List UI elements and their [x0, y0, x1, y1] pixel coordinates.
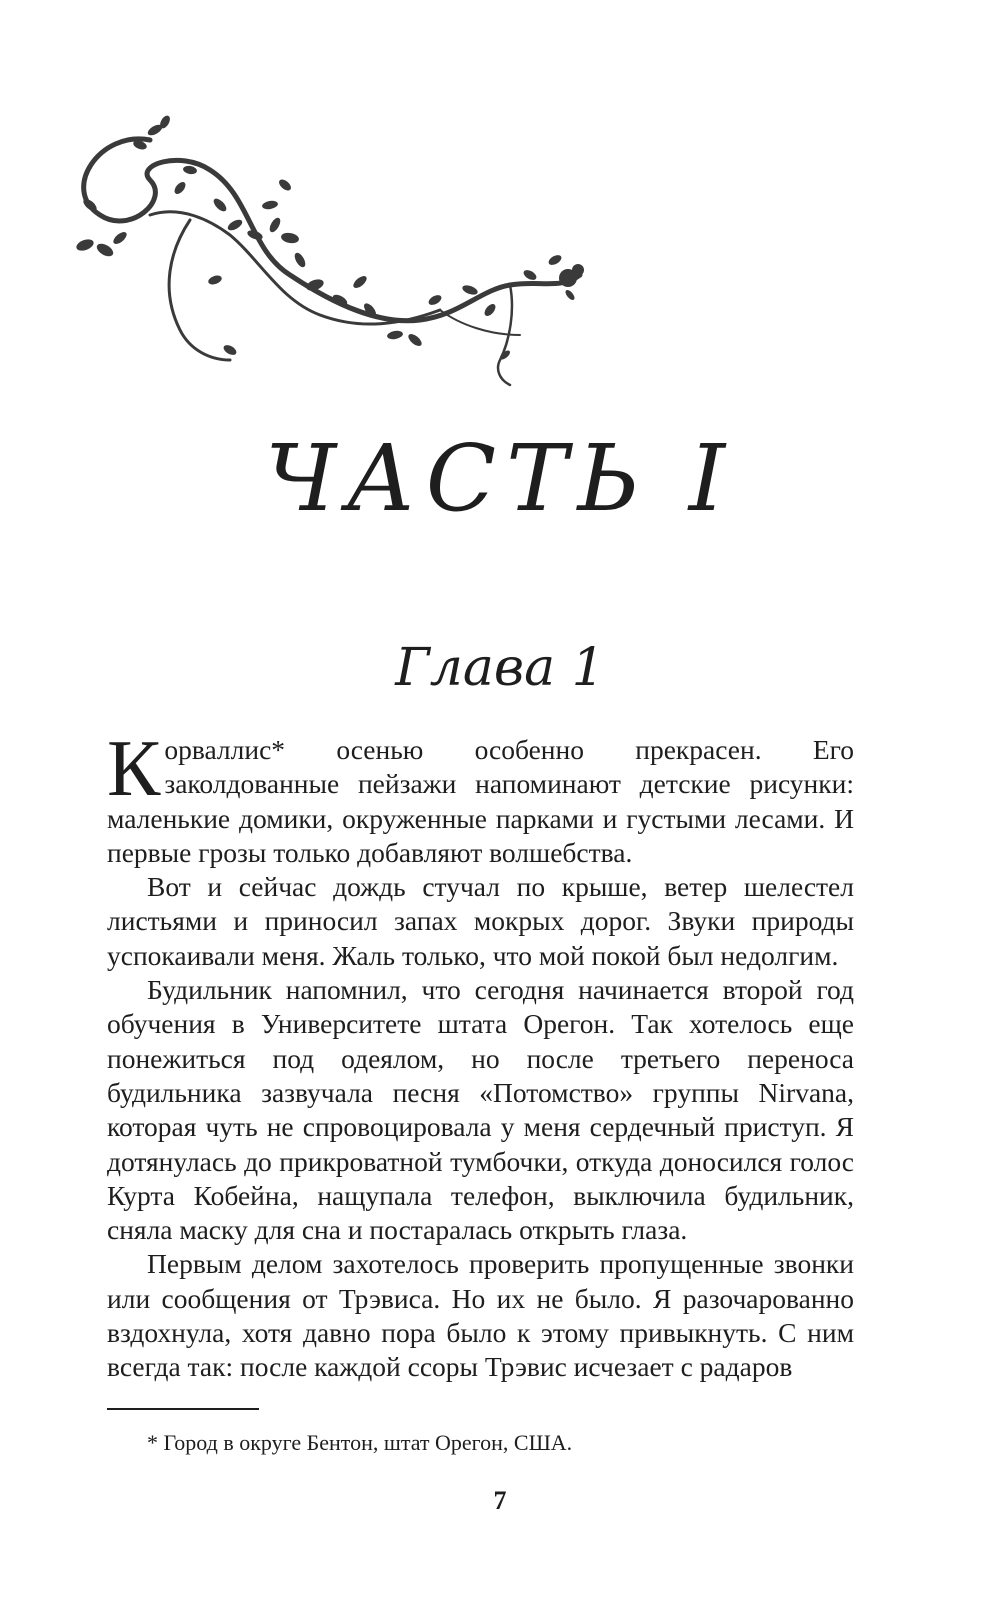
rose-vine-ornament-icon	[60, 110, 620, 410]
paragraph: Первым делом захотелось проверить пропущенные звонки или сообщения от Трэвиса. Но их не было. Я разочарованно вздохнула, хотя давно пора было к этому привыкнуть. С ним всегда так: после каждой ссоры Трэвис исчезает с радаров	[107, 1248, 854, 1383]
part-title: ЧАСТЬ I	[264, 425, 736, 532]
page-number: 7	[493, 1486, 507, 1515]
first-paragraph	[107, 725, 854, 870]
drop-cap: К	[107, 725, 161, 813]
footnote: * Город в округе Бентон, штат Орегон, США.	[147, 1430, 573, 1455]
chapter-text	[107, 725, 854, 1385]
first-paragraph-text: орваллис* осенью особенно прекрасен. Его заколдованные пейзажи напоминают детские рисунки: маленькие домики, окруженные парками и густыми лесами. И первые грозы только добавляют волшебства.	[107, 734, 854, 868]
paragraph: Вот и сейчас дождь стучал по крыше, ветер шелестел листьями и приносил запах мокрых дорог. Звуки природы успокаивали меня. Жаль только, что мой покой был недолгим.	[107, 871, 854, 971]
paragraph: Будильник напомнил, что сегодня начинается второй год обучения в Университете штата Орегон. Так хотелось еще понежиться под одеялом, но после третьего переноса будильника зазвучала песня «Потомство» группы Nirvana, которая чуть не спровоцировала у меня сердечный приступ. Я дотянулась до прикроватной тумбочки, откуда доносился голос Курта Кобейна, нащупала телефон, выключила будильник, сняла маску для сна и постаралась открыть глаза.	[107, 974, 854, 1246]
footnote-divider	[107, 1408, 259, 1410]
chapter-title: Глава 1	[395, 638, 605, 698]
